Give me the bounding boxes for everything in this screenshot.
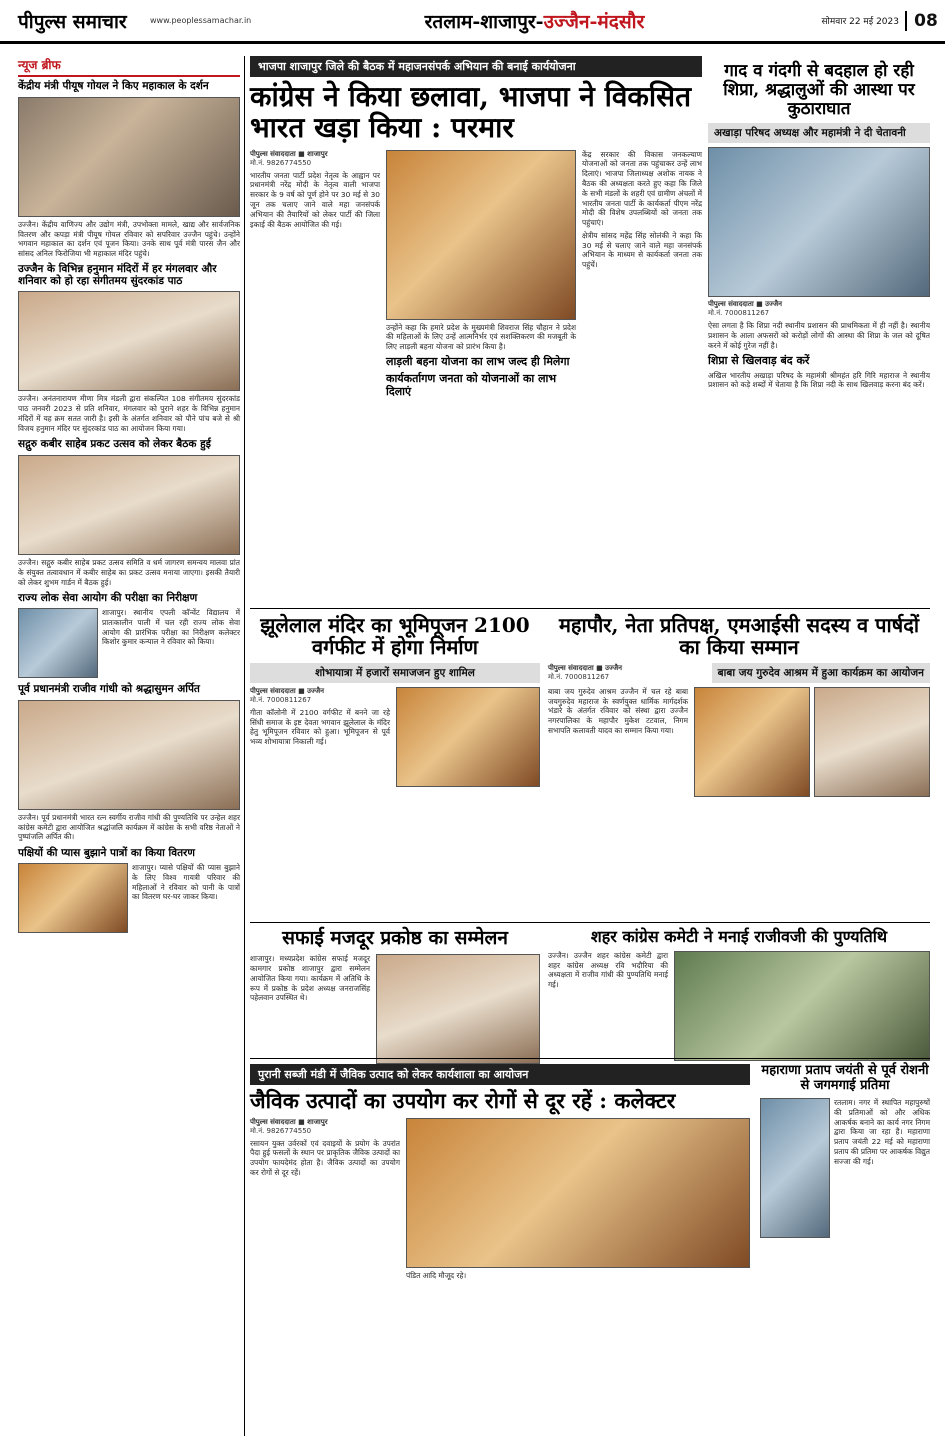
shipra-mobile: मो.नं. 7000811267 bbox=[708, 309, 770, 318]
masthead bbox=[0, 0, 945, 44]
brand-name: पीपुल्स समाचार bbox=[18, 10, 127, 33]
lead-mobile: मो.नं. 9826774550 bbox=[250, 158, 312, 167]
photo-tribute bbox=[18, 700, 240, 810]
brief-body-3: उज्जैन। सद्गुरु कबीर साहेब प्रकट उत्सव समिति व धर्म जागरण समन्वय मालवा प्रांत के संयुक्त तत्वावधान में कबीर साहेब का प्रकट उत्सव मनाया जाएगा। इसकी तैयारी को लेकर शुभम गार्डन में बैठक हुई। bbox=[18, 558, 240, 587]
lead-story bbox=[250, 56, 702, 399]
issue-date: सोमवार 22 मई 2023 bbox=[821, 17, 899, 27]
shipra-byline: पीपुल्स संवाददाता ■ उज्जैन bbox=[708, 300, 783, 309]
jhulelal-story bbox=[250, 614, 540, 787]
jhulelal-headline: झूलेलाल मंदिर का भूमिपूजन 2100 वर्गफीट में होगा निर्माण bbox=[260, 613, 530, 660]
shipra-body: ऐसा लगता है कि शिप्रा नदी स्थानीय प्रशासन की प्राथमिकता में ही नहीं है। स्थानीय प्रशासन के आला अफसरों को करोड़ों लोगों की आस्था की शिप्रा के जल को दूषित करने में कोई गुरेज नहीं है। bbox=[708, 321, 930, 350]
logo bbox=[0, 8, 150, 34]
organic-story bbox=[250, 1064, 750, 1280]
section-divider-3 bbox=[250, 1058, 930, 1059]
jhulelal-body: गीता कॉलोनी में 2100 वर्गफीट में बनने जा रहे सिंधी समाज के इष्ट देवता भगवान झूलेलाल के मंदिर हेतु भूमिपूजन रविवार को हुआ। भूमिपूजन से पूर्व भव्य शोभायात्रा निकाली गई। bbox=[250, 707, 390, 747]
lead-subhead-2: कार्यकर्तागण जनता को योजनाओं का लाभ दिलाएं bbox=[386, 372, 557, 399]
safai-story bbox=[250, 928, 540, 1064]
lead-subhead-1: लाड़ली बहना योजना का लाभ जल्द ही मिलेगा bbox=[386, 355, 570, 369]
brief-body-6: शाजापुर। प्यासे पक्षियों की प्यास बुझाने के लिए विश्व गायत्री परिवार की महिलाओं ने रविवार को पानी के पात्रों का वितरण घर-घर जाकर किया। bbox=[132, 862, 240, 902]
honour-story bbox=[548, 614, 930, 797]
safai-body: शाजापुर। मध्यप्रदेश कांग्रेस सफाई मजदूर कामगार प्रकोष्ठ शाजापुर द्वारा सम्मेलन आयोजित किया गया। कार्यक्रम में अतिथि के रूप में प्रकोष्ठ के प्रदेश अध्यक्ष जनराजसिंह पहेलवान उपस्थित थे। bbox=[250, 954, 370, 1003]
organic-kicker: पुरानी सब्जी मंडी में जैविक उत्पाद को लेकर कार्यशाला का आयोजन bbox=[250, 1064, 750, 1085]
photo-bjp-meeting bbox=[386, 150, 576, 320]
organic-mobile: मो.नं. 9826774550 bbox=[250, 1126, 312, 1135]
column-divider bbox=[244, 56, 245, 1436]
photo-pratap-statue bbox=[760, 1098, 830, 1238]
pratap-body: रतलाम। नगर में स्थापित महापुरुषों की प्रतिमाओं को और अधिक आकर्षक बनाने का कार्य नगर निगम द्वारा किया जा रहा है। महाराणा प्रताप जयंती 22 मई को महाराणा प्रताप की प्रतिमा पर आकर्षक विद्युत सज्जा की गई। bbox=[834, 1098, 930, 1166]
photo-workshop bbox=[406, 1118, 750, 1268]
organic-headline: जैविक उत्पादों का उपयोग कर रोगों से दूर रहें : कलेक्टर bbox=[250, 1088, 676, 1113]
section-divider bbox=[250, 608, 930, 609]
photo-sundarkand bbox=[18, 291, 240, 391]
lead-kicker: भाजपा शाजापुर जिले की बैठक में महाजनसंपर्क अभियान की बनाई कार्ययोजना bbox=[250, 56, 702, 77]
photo-safai bbox=[376, 954, 540, 1064]
photo-ashram-2 bbox=[814, 687, 930, 797]
photo-ashram-1 bbox=[694, 687, 810, 797]
pratap-headline: महाराणा प्रताप जयंती से पूर्व रोशनी से जगमगाई प्रतिमा bbox=[761, 1063, 929, 1093]
lead-byline: पीपुल्स संवाददाता ■ शाजापुर bbox=[250, 149, 328, 158]
photo-rajiv bbox=[674, 951, 930, 1061]
jhulelal-mobile: मो.नं. 7000811267 bbox=[250, 695, 312, 704]
region-title bbox=[260, 8, 809, 34]
honour-body: बाबा जय गुरुदेव आश्रम उज्जैन में चल रहे बाबा जयगुरुदेव महाराज के स्वर्णयुक्त धार्मिक मार्गदर्शक भंडारे के अंतर्गत रविवार को संस्था द्वारा उज्जैन नगरपालिका के महापौर मुकेश टटवाल, निगम सभापति कलावती यादव का सम्मान किया गया। bbox=[548, 686, 688, 735]
shipra-body-2: अखिल भारतीय अखाड़ा परिषद के महामंत्री श्रीमहंत हरि गिरि महाराज ने स्थानीय प्रशासन को कड़े शब्दों में चेताया है कि शिप्रा नदी के साथ खिलवाड़ करना बंद करें। bbox=[708, 370, 930, 390]
lead-body-4: क्षेत्रीय सांसद महेंद्र सिंह सोलंकी ने कहा कि 30 मई से चलाए जाने वाले महा जनसंपर्क अभियान के माध्यम से कार्यकर्ता जनता तक पहुंचें। bbox=[582, 230, 702, 270]
photo-shipra-river bbox=[708, 147, 930, 297]
lead-body-1: भारतीय जनता पार्टी प्रदेश नेतृत्व के आह्वान पर प्रधानमंत्री नरेंद्र मोदी के नेतृत्व वाली भाजपा सरकार के 9 वर्ष को पूर्ण होने पर 30 मई से 30 जून तक चलाए जाने वाले महा जनसंपर्क अभियान की तैयारियों को लेकर पार्टी की जिला इकाई की बैठक आयोजित की गई। bbox=[250, 170, 380, 229]
organic-byline: पीपुल्स संवाददाता ■ शाजापुर bbox=[250, 1117, 328, 1126]
brief-body-5: उज्जैन। पूर्व प्रधानमंत्री भारत रत्न स्वर्गीय राजीव गांधी की पुण्यतिथि पर उन्हेल शहर कांग्रेस कमेटी द्वारा आयोजित श्रद्धांजलि कार्यक्रम में कांग्रेस के सभी वरिष्ठ नेताओं ने पुष्पांजलि अर्पित की। bbox=[18, 812, 240, 842]
brief-headline-6: पक्षियों की प्यास बुझाने पात्रों का किया वितरण bbox=[18, 847, 195, 860]
honour-headline: महापौर, नेता प्रतिपक्ष, एमआईसी सदस्य व पार्षदों का किया सम्मान bbox=[558, 613, 920, 660]
shipra-story bbox=[708, 62, 930, 390]
rajiv-headline: शहर कांग्रेस कमेटी ने मनाई राजीवजी की पुण्यतिथि bbox=[590, 927, 888, 946]
shipra-subhead: शिप्रा से खिलवाड़ बंद करें bbox=[708, 354, 810, 368]
shipra-deck: अखाड़ा परिषद अध्यक्ष और महामंत्री ने दी चेतावनी bbox=[708, 123, 930, 143]
brief-headline-2: उज्जैन के विभिन्न हनुमान मंदिरों में हर मंगलवार और शनिवार को हो रहा संगीतमय सुंदरकांड पाठ bbox=[18, 262, 217, 287]
shipra-headline: गाद व गंदगी से बदहाल हो रही शिप्रा, श्रद्धालुओं की आस्था पर कुठाराघात bbox=[723, 61, 915, 120]
jhulelal-deck: शोभायात्रा में हजारों समाजजन हुए शामिल bbox=[250, 663, 540, 683]
photo-exam bbox=[18, 608, 98, 678]
region-part2: उज्जैन-मंदसौर bbox=[543, 10, 645, 33]
photo-temple bbox=[18, 97, 240, 217]
rajiv-body: उज्जैन। उज्जैन शहर कांग्रेस कमेटी द्वारा शहर कांग्रेस अध्यक्ष रवि भदौरिया की अध्यक्षता में राजीव गांधी की पुण्यतिथि मनाई गई। bbox=[548, 950, 668, 990]
photo-meeting bbox=[18, 455, 240, 555]
news-brief-label: न्यूज ब्रीफ bbox=[18, 56, 240, 77]
brief-headline-3: सद्गुरु कबीर साहेब प्रकट उत्सव को लेकर बैठक हुई bbox=[18, 438, 211, 451]
photo-bird-pots bbox=[18, 863, 128, 933]
lead-body-2: उन्होंने कहा कि हमारे प्रदेश के मुख्यमंत्री शिवराज सिंह चौहान ने प्रदेश की महिलाओं के लिए उन्हें आत्मनिर्भर एवं सशक्तिकरण की मजबूती के लिए लाड़ली बहना योजना को प्रारंभ किया है। bbox=[386, 322, 576, 352]
jhulelal-byline: पीपुल्स संवाददाता ■ उज्जैन bbox=[250, 686, 325, 695]
brief-headline-5: पूर्व प्रधानमंत्री राजीव गांधी को श्रद्धासुमन अर्पित bbox=[18, 683, 200, 696]
brief-headline-1: केंद्रीय मंत्री पीयूष गोयल ने किए महाकाल के दर्शन bbox=[18, 80, 209, 92]
organic-caption: पंडित आदि मौजूद रहे। bbox=[406, 1270, 467, 1280]
honour-deck: बाबा जय गुरुदेव आश्रम में हुआ कार्यक्रम का आयोजन bbox=[712, 663, 930, 683]
honour-byline: पीपुल्स संवाददाता ■ उज्जैन bbox=[548, 663, 623, 672]
left-column bbox=[18, 56, 240, 933]
honour-mobile: मो.नं. 7000811267 bbox=[548, 672, 610, 681]
brief-headline-4: राज्य लोक सेवा आयोग की परीक्षा का निरीक्षण bbox=[18, 592, 198, 605]
brief-body-2: उज्जैन। अनंतनारायण मीणा मित्र मंडली द्वारा संकल्पित 108 संगीतमय सुंदरकांड पाठ जनवरी 2023 से प्रति शनिवार, मंगलवार को पुराने शहर के विभिन्न हनुमान मंदिरों में यह क्रम सतत जारी है। इसी के अंतर्गत शनिवार को पौने पांच बजे से श्री विजय हनुमान मंदिर पर सुंदरकांड पाठ का आयोजन किया गया। bbox=[18, 394, 240, 433]
page-number: 08 bbox=[905, 11, 945, 31]
organic-body: रसायन युक्त उर्वरकों एवं दवाइयों के प्रयोग के उपरांत पैदा हुई फसलों के स्थान पर प्राकृतिक जैविक उत्पादों का उपयोग फायदेमंद होता है। जैविक उत्पादों का उपयोग कर रोगों से दूर रहें। bbox=[250, 1138, 400, 1177]
brief-body-1: उज्जैन। केंद्रीय वाणिज्य और उद्योग मंत्री, उपभोक्ता मामले, खाद्य और सार्वजनिक वितरण और कपड़ा मंत्री पीयूष गोयल रविवार को सपरिवार उज्जैन पहुंचे। उन्होंने भगवान महाकाल का दर्शन एवं पूजन किया। उनके साथ पूर्व मंत्री पारस जैन और सांसद अनिल फिरोजिया भी महाकाल मंदिर पहुंचे। bbox=[18, 219, 240, 259]
region-part1: रतलाम-शाजापुर- bbox=[424, 10, 544, 33]
safai-headline: सफाई मजदूर प्रकोष्ठ का सम्मेलन bbox=[282, 927, 508, 949]
brief-body-4: शाजापुर। स्थानीय एपली कॉन्वेंट विद्यालय में प्रातःकालीन पाली में चल रही राज्य लोक सेवा आयोग की प्रारंभिक परीक्षा का निरीक्षण कलेक्टर किशोर कुमार कन्याल ने रविवार को किया। bbox=[102, 608, 240, 647]
section-divider-2 bbox=[250, 922, 930, 923]
photo-shobhayatra bbox=[396, 687, 540, 787]
lead-body-3: केंद्र सरकार की विकास जनकल्याण योजनाओं को जनता तक पहुंचाकर उन्हें लाभ दिलाएं। भाजपा जिलाध्यक्ष अशोक नायक ने बैठक की अध्यक्षता करते हुए कहा कि जिले के सभी मंडलों के शहरी एवं ग्रामीण अंचलों में भारतीय जनता पार्टी के कार्यकर्ता पीएम नरेंद्र मोदी की विशेष उपलब्धियों को जनता तक पहुंचाएं। bbox=[582, 149, 702, 228]
lead-headline: कांग्रेस ने किया छलावा, भाजपा ने विकसित भारत खड़ा किया : परमार bbox=[250, 80, 692, 145]
rajiv-story bbox=[548, 928, 930, 1061]
pratap-story bbox=[760, 1064, 930, 1238]
site-url[interactable]: www.peoplessamachar.in bbox=[150, 16, 252, 25]
